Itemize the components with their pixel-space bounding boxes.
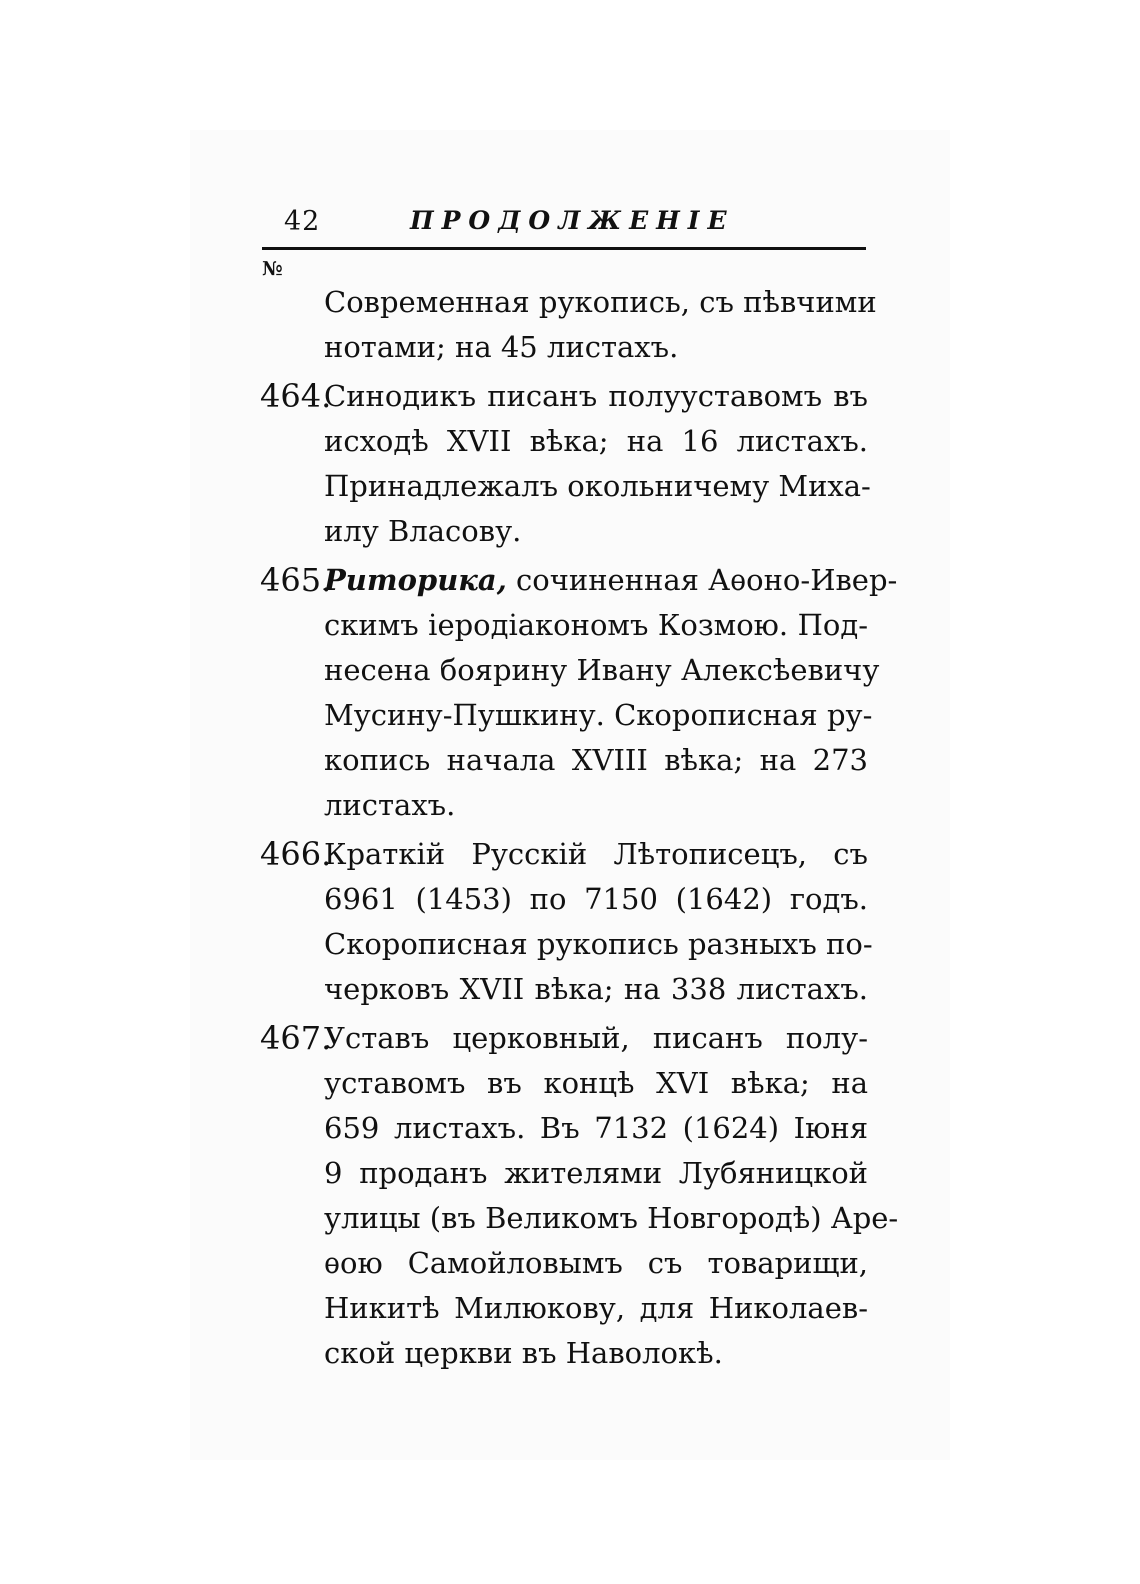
entry-number: 466. (260, 835, 332, 873)
entry-line: Уставъ церковный, писанъ полу- (324, 1021, 868, 1055)
entry-line-first (324, 558, 898, 603)
running-title: ПРОДОЛЖЕНІЕ (410, 206, 735, 235)
entry-line: улицы (въ Великомъ Новгородѣ) Аре- (324, 1201, 899, 1235)
entry-line: Краткій Русскій Лѣтописецъ, съ (324, 837, 868, 871)
entry-line: скимъ іеродіакономъ Козмою. Под- (324, 608, 868, 642)
entry-line: ской церкви въ Наволокѣ. (324, 1336, 723, 1370)
page-number: 42 (284, 206, 321, 237)
entry-number: 464. (260, 377, 332, 415)
entry-line-rest: сочиненная Аѳоно-Ивер- (506, 563, 898, 597)
entry-line: копись начала XVIII вѣка; на 273 (324, 743, 868, 777)
entry-line: ѳою Самойловымъ съ товарищи, (324, 1246, 868, 1280)
header-rule (262, 247, 866, 250)
entry-line: Синодикъ писанъ полууставомъ въ (324, 379, 868, 413)
entry-line: уставомъ въ концѣ XVI вѣка; на (324, 1066, 868, 1100)
entry-line: илу Власову. (324, 514, 522, 548)
entry-line: несена боярину Ивану Алексѣевичу (324, 653, 880, 687)
entry-line: нотами; на 45 листахъ. (324, 330, 679, 364)
entry-line: Никитѣ Милюкову, для Николаев- (324, 1291, 868, 1325)
entry-line: 9 проданъ жителями Лубяницкой (324, 1156, 868, 1190)
entry-line: 6961 (1453) по 7150 (1642) годъ. (324, 882, 868, 916)
catalog-entry-464 (260, 374, 871, 554)
entry-number: 465. (260, 561, 332, 599)
entry-line: Современная рукопись, съ пѣвчими (324, 285, 877, 319)
numero-marker: № (262, 258, 283, 280)
entry-line: 659 листахъ. Въ 7132 (1624) Іюня (324, 1111, 868, 1145)
catalog-text (260, 280, 899, 1376)
entry-line: исходѣ XVII вѣка; на 16 листахъ. (324, 424, 868, 458)
entry-title-italic: Риторика, (324, 563, 507, 597)
entry-line: Принадлежалъ окольничему Миха- (324, 469, 871, 503)
entry-number: 467. (260, 1019, 332, 1057)
catalog-entry-465 (260, 558, 898, 828)
entry-line: листахъ. (324, 788, 456, 822)
catalog-entry-continuation (262, 280, 877, 370)
entry-line: Мусину-Пушкину. Скорописная ру- (324, 698, 873, 732)
catalog-entry-466 (260, 832, 873, 1012)
catalog-entry-467 (260, 1016, 899, 1376)
page-header (262, 200, 868, 244)
entry-line: Скорописная рукопись разныхъ по- (324, 927, 873, 961)
entry-line: черковъ XVII вѣка; на 338 листахъ. (324, 972, 868, 1006)
